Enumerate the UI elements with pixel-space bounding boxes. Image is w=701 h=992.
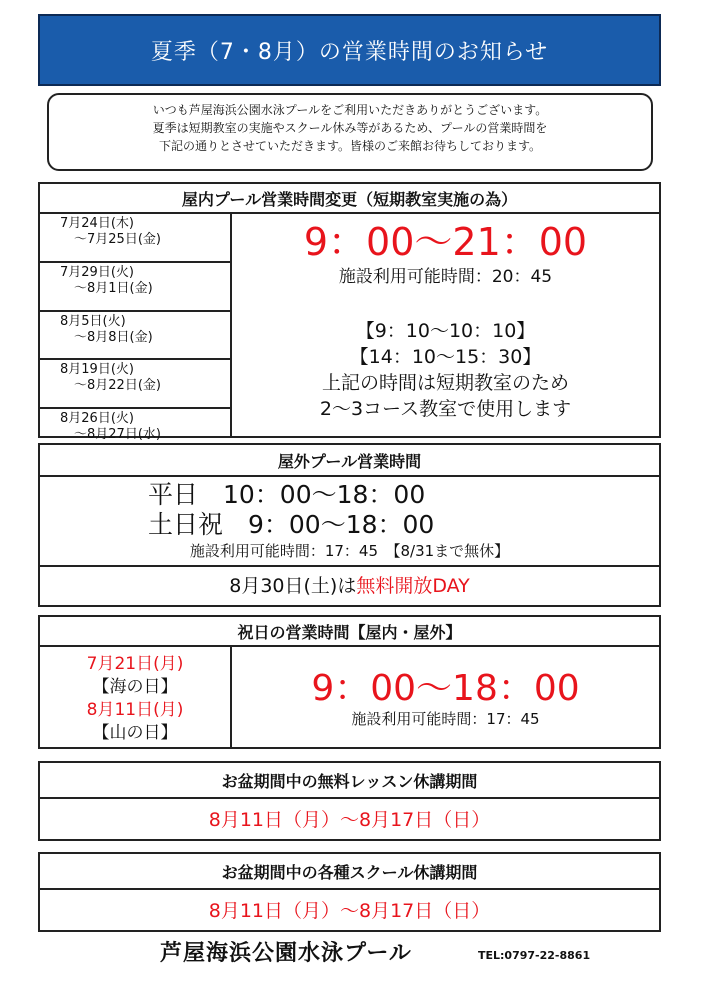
date-range-start: 8月19日(火) xyxy=(60,362,134,377)
free-open-day xyxy=(40,569,659,603)
holiday-hours: 9：00～18：00 xyxy=(311,668,580,709)
date-range-end: ～8月27日(水) xyxy=(74,427,161,442)
outdoor-section xyxy=(38,443,661,607)
date-range xyxy=(40,312,230,360)
notice-title xyxy=(38,14,661,86)
obon-school-heading xyxy=(40,854,659,890)
date-range xyxy=(40,263,230,312)
obon-school-section xyxy=(38,852,661,932)
date-range-start: 7月24日(木) xyxy=(60,216,134,231)
holiday-heading-text: 祝日の営業時間【屋内・屋外】 xyxy=(237,622,462,642)
holiday-section xyxy=(38,615,661,749)
holiday-name-1: 【海の日】 xyxy=(92,677,178,697)
date-range xyxy=(40,360,230,409)
facility-name: 芦屋海浜公園水泳プール xyxy=(160,941,412,966)
outdoor-weekend-hours: 土日祝 9：00～18：00 xyxy=(148,510,435,539)
outdoor-facility-time: 施設利用可能時間：17：45 【8/31まで無休】 xyxy=(189,542,510,560)
obon-lesson-period: 8月11日（月）～8月17日（日） xyxy=(208,809,491,831)
date-range xyxy=(40,214,230,263)
indoor-facility-time: 施設利用可能時間：20：45 xyxy=(338,267,553,287)
holiday-name-2: 【山の日】 xyxy=(92,723,178,743)
phone-number: TEL:0797-22-8861 xyxy=(478,949,591,962)
obon-school-period: 8月11日（月）～8月17日（日） xyxy=(208,900,491,922)
holiday-date-1: 7月21日(月) xyxy=(86,654,184,674)
indoor-heading xyxy=(40,184,659,214)
holiday-facility-time: 施設利用可能時間：17：45 xyxy=(351,710,540,728)
date-range-end: ～7月25日(金) xyxy=(74,232,161,247)
indoor-section xyxy=(38,182,661,442)
free-open-day-label: 無料開放DAY xyxy=(356,575,470,597)
obon-school-heading-text: お盆期間中の各種スクール休講期間 xyxy=(221,862,478,882)
class-time-1: 【9：10～10：10】 xyxy=(355,320,536,342)
outdoor-weekday-hours: 平日 10：00～18：00 xyxy=(148,480,426,509)
indoor-hours: 9：00～21：00 xyxy=(303,220,588,264)
date-range-start: 8月5日(火) xyxy=(60,314,126,329)
indoor-date-list xyxy=(40,214,230,442)
outdoor-heading-text: 屋外プール営業時間 xyxy=(277,451,422,471)
free-open-day-date: 8月30日(土)は xyxy=(229,575,357,597)
outdoor-divider xyxy=(40,565,659,567)
class-note-2: 2～3コース教室で使用します xyxy=(319,398,572,420)
notice-title-text: 夏季（7・8月）の営業時間のお知らせ xyxy=(150,39,549,65)
intro-line: いつも芦屋海浜公園水泳プールをご利用いただきありがとうございます。 xyxy=(152,103,548,117)
obon-lesson-heading xyxy=(40,763,659,799)
date-range-start: 8月26日(火) xyxy=(60,411,134,426)
holiday-heading xyxy=(40,617,659,647)
indoor-heading-text: 屋内プール営業時間変更（短期教室実施の為） xyxy=(181,189,518,209)
class-time-2: 【14：10～15：30】 xyxy=(349,346,542,368)
date-range-end: ～8月1日(金) xyxy=(74,281,153,296)
date-range-start: 7月29日(火) xyxy=(60,265,134,280)
outdoor-heading xyxy=(40,445,659,477)
intro-line: 夏季は短期教室の実施やスクール休み等があるため、プールの営業時間を xyxy=(152,121,548,135)
date-range-end: ～8月8日(金) xyxy=(74,330,153,345)
obon-lesson-heading-text: お盆期間中の無料レッスン休講期間 xyxy=(221,771,478,791)
date-range-end: ～8月22日(金) xyxy=(74,378,161,393)
class-note-1: 上記の時間は短期教室のため xyxy=(321,372,569,394)
holiday-date-2: 8月11日(月) xyxy=(86,700,184,720)
intro-box xyxy=(47,93,653,171)
intro-line: 下記の通りとさせていただきます。皆様のご来館お待ちしております。 xyxy=(158,139,542,153)
obon-lesson-section xyxy=(38,761,661,841)
